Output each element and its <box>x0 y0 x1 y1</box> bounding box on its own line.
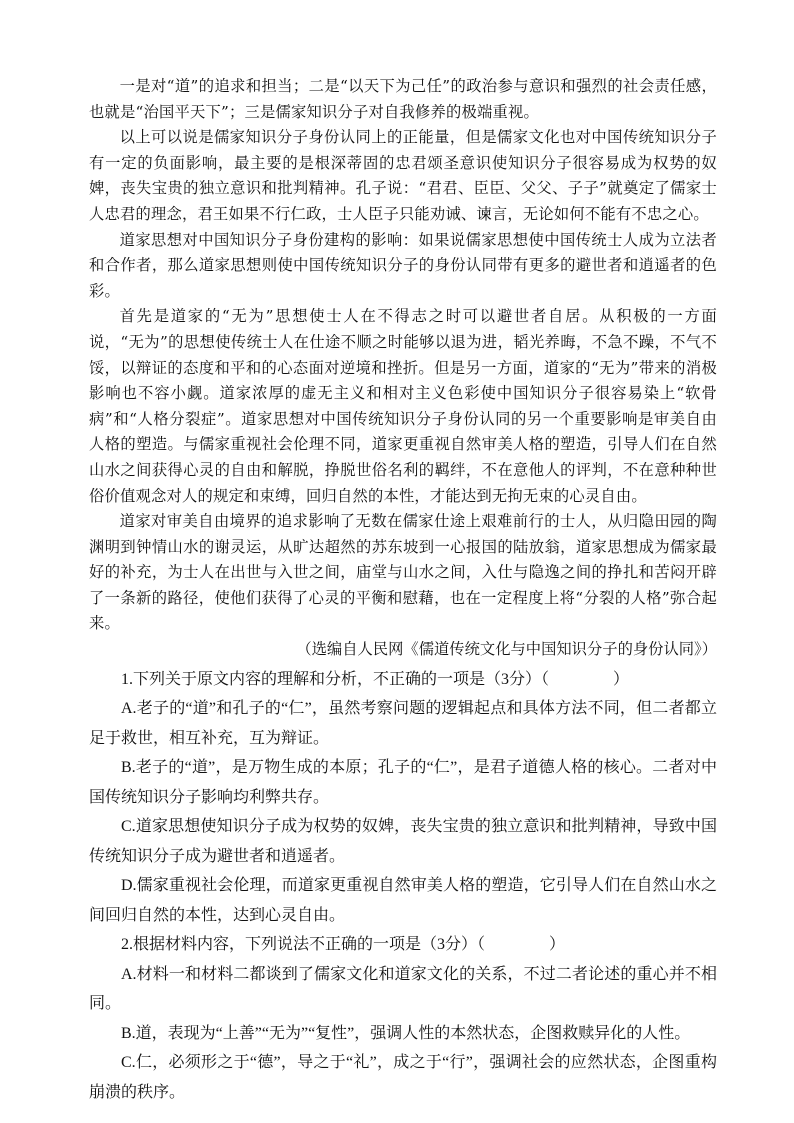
article-paragraph-4: 首先是道家的“无为”思想使士人在不得志之时可以避世者自居。从积极的一方面说，“无为”的思想使传统士人在仕途不顺之时能够以退为进，韬光养晦，不急不躁，不气不馁，以辩证的态度和平和的心态面对逆境和挫折。但是另一方面，道家的“无为”带来的消极影响也不容小觑。道家浓厚的虚无主义和相对主义色彩使中国知识分子很容易染上“软骨病”和“人格分裂症”。道家思想对中国传统知识分子身份认同的另一个重要影响是审美自由人格的塑造。与儒家重视社会伦理不同，道家更重视自然审美人格的塑造，引导人们在自然山水之间获得心灵的自由和解脱，挣脱世俗名利的羁绊，不在意他人的评判，不在意种种世俗价值观念对人的规定和束缚，回归自然的本性，才能达到无拘无束的心灵自由。 <box>89 307 717 505</box>
article-source: （选编自人民网《儒道传统文化与中国知识分子的身份认同》） <box>296 640 717 659</box>
question-1-option-b: B.老子的“道”，是万物生成的本原；孔子的“仁”，是君子道德人格的核心。二者对中国传统知识分子影响均利弊共存。 <box>89 759 717 806</box>
question-1-option-a: A.老子的“道”和孔子的“仁”，虽然考察问题的逻辑起点和具体方法不同，但二者都立足于救世，相互补充，互为辩证。 <box>89 700 717 747</box>
question-1-option-c: C.道家思想使知识分子成为权势的奴婢，丧失宝贵的独立意识和批判精神，导致中国传统知识分子成为避世者和逍遥者。 <box>89 818 717 865</box>
article-paragraph-1: 一是对“道”的追求和担当；二是“以天下为己任”的政治参与意识和强烈的社会责任感，也就是“治国平天下”；三是儒家知识分子对自我修养的极端重视。 <box>89 77 717 121</box>
question-1-stem: 1.下列关于原文内容的理解和分析，不正确的一项是（3分）（ ） <box>121 670 630 688</box>
question-2-option-c: C.仁，必须形之于“德”，导之于“礼”，成之于“行”，强调社会的应然状态，企图重构崩溃的秩序。 <box>89 1054 717 1101</box>
question-2-stem: 2.根据材料内容，下列说法不正确的一项是（3分）（ ） <box>121 936 566 954</box>
article-paragraph-2: 以上可以说是儒家知识分子身份认同上的正能量，但是儒家文化也对中国传统知识分子有一定的负面影响，最主要的是根深蒂固的忠君颂圣意识使知识分子很容易成为权势的奴婢，丧失宝贵的独立意识和批判精神。孔子说：“君君、臣臣、父父、子子”就奠定了儒家士人忠君的理念，君王如果不行仁政，士人臣子只能劝诫、谏言，无论如何不能有不忠之心。 <box>89 128 717 223</box>
document-body <box>89 74 717 1107</box>
article-paragraph-5: 道家对审美自由境界的追求影响了无数在儒家仕途上艰难前行的士人，从归隐田园的陶渊明到钟情山水的谢灵运，从旷达超然的苏东坡到一心报国的陆放翁，道家思想成为儒家最好的补充，为士人在出世与入世之间，庙堂与山水之间，入仕与隐逸之间的挣扎和苦闷开辟了一条新的路径，使他们获得了心灵的平衡和慰藉，也在一定程度上将“分裂的人格”弥合起来。 <box>89 512 717 633</box>
question-2-option-b: B.道，表现为“上善”“无为”“复性”，强调人性的本然状态，企图救赎异化的人性。 <box>121 1024 691 1042</box>
question-1-option-d: D.儒家重视社会伦理，而道家更重视自然审美人格的塑造，它引导人们在自然山水之间回归自然的本性，达到心灵自由。 <box>89 877 717 924</box>
question-2-option-a: A.材料一和材料二都谈到了儒家文化和道家文化的关系，不过二者论述的重心并不相同。 <box>89 965 717 1013</box>
article-paragraph-3: 道家思想对中国知识分子身份建构的影响：如果说儒家思想使中国传统士人成为立法者和合作者，那么道家思想则使中国传统知识分子的身份认同带有更多的避世者和逍遥者的色彩。 <box>89 230 717 300</box>
